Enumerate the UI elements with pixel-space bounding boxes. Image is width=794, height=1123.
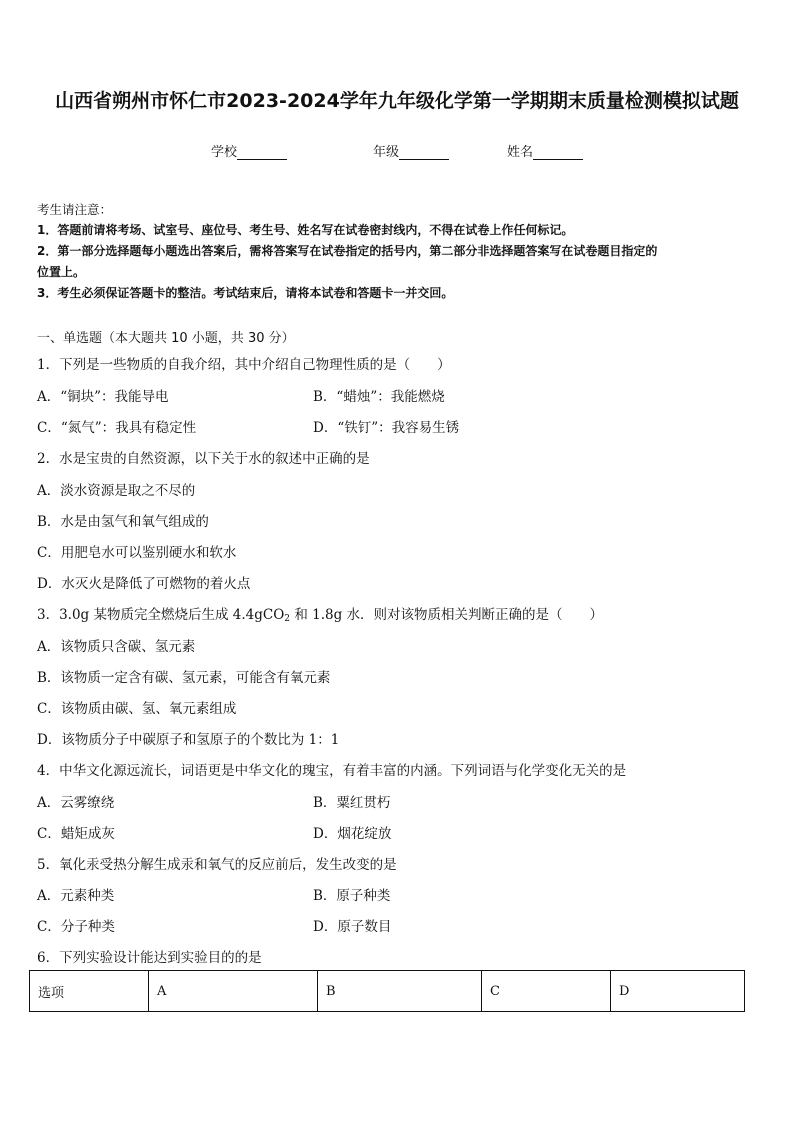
q1-option-c: C．“氮气”：我具有稳定性 [37,420,197,436]
notice-block [37,199,762,304]
q5-option-a: A．元素种类 [37,888,115,904]
school-blank[interactable] [237,145,287,160]
q3-option-d: D．该物质分子中碳原子和氢原子的个数比为 1：1 [37,732,340,748]
q1-option-a: A．“铜块”：我能导电 [37,389,169,405]
q6-options-table [29,970,745,1012]
q5-option-c: C．分子种类 [37,919,115,935]
grade-label: 年级 [373,145,400,160]
q3-stem-subscript: 2 [284,614,291,624]
school-field [211,141,287,160]
table-header-cell: A [149,971,318,1012]
q3-stem [37,603,603,624]
table-header-cell: C [482,971,611,1012]
table-row [30,971,745,1012]
q2-option-c: C．用肥皂水可以鉴别硬水和软水 [37,545,237,561]
q3-option-c: C．该物质由碳、氢、氧元素组成 [37,701,237,717]
name-label: 姓名 [507,145,534,160]
grade-field [373,141,449,160]
student-info-row [0,141,794,161]
q3-option-b: B．该物质一定含有碳、氢元素，可能含有氧元素 [37,670,331,686]
table-header-cell: D [611,971,745,1012]
q4-stem: 4．中华文化源远流长，词语更是中华文化的瑰宝，有着丰富的内涵。下列词语与化学变化无关的是 [37,763,627,779]
table-header-cell: B [318,971,482,1012]
notice-item-3: 3．考生必须保证答题卡的整洁。考试结束后，请将本试卷和答题卡一并交回。 [37,286,454,300]
q2-option-d: D．水灭火是降低了可燃物的着火点 [37,576,251,592]
q4-option-c: C．蜡矩成灰 [37,826,115,842]
q3-stem-post: 和 1.8g 水．则对该物质相关判断正确的是（ ） [290,607,604,623]
q6-stem: 6．下列实验设计能达到实验目的的是 [37,950,262,966]
q4-option-d: D．烟花绽放 [313,826,392,842]
notice-item-2: 2．第一部分选择题每小题选出答案后，需将答案写在试卷指定的括号内，第二部分非选择题答案写在试卷题目指定的 [37,244,658,258]
q3-option-a: A．该物质只含碳、氢元素 [37,639,196,655]
table-header-cell: 选项 [30,971,149,1012]
notice-item-2-cont: 位置上。 [37,265,86,279]
q4-option-b: B．粟红贯朽 [313,795,391,811]
q2-option-a: A．淡水资源是取之不尽的 [37,483,196,499]
q5-stem: 5．氧化汞受热分解生成汞和氧气的反应前后，发生改变的是 [37,857,397,873]
name-blank[interactable] [533,145,583,160]
q5-option-b: B．原子种类 [313,888,391,904]
notice-heading: 考生请注意： [37,202,113,217]
q4-option-a: A．云雾缭绕 [37,795,115,811]
section-title: 一、单选题（本大题共 10 小题，共 30 分） [37,331,295,346]
q5-option-d: D．原子数目 [313,919,392,935]
q1-option-d: D．“铁钉”：我容易生锈 [313,420,460,436]
q1-option-b: B．“蜡烛”：我能燃烧 [313,389,445,405]
q2-option-b: B．水是由氢气和氧气组成的 [37,514,209,530]
notice-item-1: 1．答题前请将考场、试室号、座位号、考生号、姓名写在试卷密封线内，不得在试卷上作任何标记。 [37,223,574,237]
q3-stem-pre: 3．3.0g 某物质完全燃烧后生成 4.4gCO [37,607,285,623]
grade-blank[interactable] [399,145,449,160]
school-label: 学校 [211,145,238,160]
exam-title: 山西省朔州市怀仁市2023-2024学年九年级化学第一学期期末质量检测模拟试题 [55,90,739,112]
q1-stem: 1．下列是一些物质的自我介绍，其中介绍自己物理性质的是（ ） [37,357,451,373]
q2-stem: 2．水是宝贵的自然资源，以下关于水的叙述中正确的是 [37,451,370,467]
name-field [507,141,583,160]
